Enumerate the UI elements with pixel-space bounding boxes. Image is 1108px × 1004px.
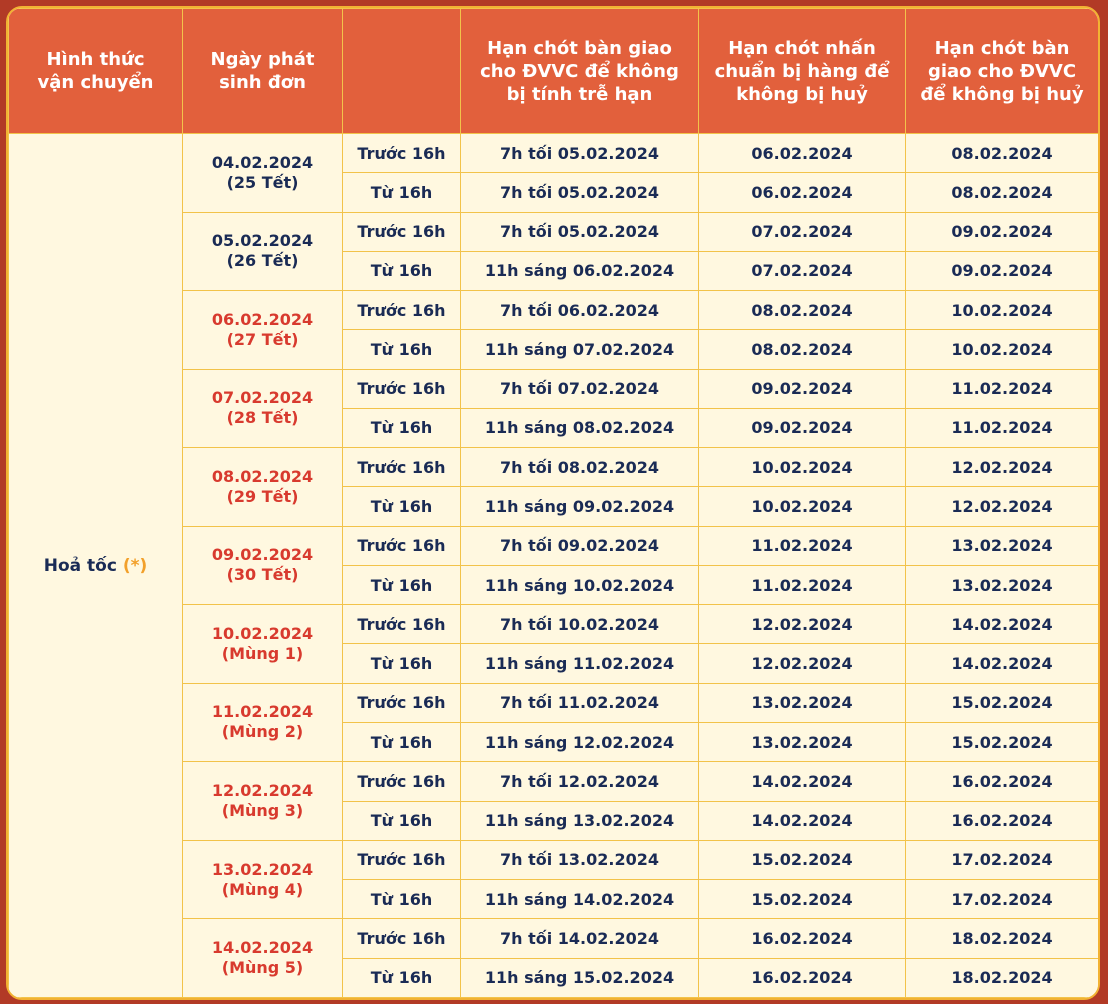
- order-date-cell: [183, 212, 343, 291]
- handover-cancel-deadline-cell: 08.02.2024: [906, 173, 1099, 212]
- prepare-deadline-cell: 09.02.2024: [699, 408, 906, 447]
- handover-late-deadline-cell: 11h sáng 10.02.2024: [461, 565, 699, 604]
- prepare-deadline-cell: 08.02.2024: [699, 291, 906, 330]
- handover-cancel-deadline-cell: 11.02.2024: [906, 369, 1099, 408]
- header-order-date: Ngày phát sinh đơn: [183, 9, 343, 134]
- prepare-deadline-cell: 06.02.2024: [699, 134, 906, 173]
- order-date: 05.02.2024: [211, 231, 314, 251]
- order-date: 04.02.2024: [211, 152, 314, 172]
- prepare-deadline-cell: 11.02.2024: [699, 565, 906, 604]
- prepare-deadline-cell: 08.02.2024: [699, 330, 906, 369]
- handover-late-deadline-cell: 7h tối 10.02.2024: [461, 605, 699, 644]
- prepare-deadline-cell: 07.02.2024: [699, 251, 906, 290]
- time-slot-cell: Từ 16h: [343, 330, 461, 369]
- handover-late-deadline-cell: 7h tối 05.02.2024: [461, 212, 699, 251]
- shipping-method-note-marker: (*): [122, 555, 148, 576]
- time-slot-cell: Từ 16h: [343, 173, 461, 212]
- order-date-lunar-note: (26 Tết): [226, 251, 299, 271]
- header-handover-late-deadline: Hạn chót bàn giao cho ĐVVC để không bị tính trễ hạn: [461, 9, 699, 134]
- handover-cancel-deadline-cell: 17.02.2024: [906, 880, 1099, 919]
- handover-cancel-deadline-cell: 17.02.2024: [906, 840, 1099, 879]
- order-date-lunar-note: (Mùng 3): [221, 801, 304, 821]
- table-row: [9, 134, 1099, 173]
- order-date-cell: [183, 683, 343, 762]
- order-date-cell: [183, 840, 343, 919]
- order-date: 11.02.2024: [211, 702, 314, 722]
- prepare-deadline-cell: 13.02.2024: [699, 722, 906, 761]
- order-date-lunar-note: (Mùng 1): [221, 643, 304, 663]
- order-date-lunar-note: (Mùng 2): [221, 722, 304, 742]
- prepare-deadline-cell: 13.02.2024: [699, 683, 906, 722]
- header-shipping-method: Hình thức vận chuyển: [9, 9, 183, 134]
- time-slot-cell: Trước 16h: [343, 605, 461, 644]
- time-slot-cell: Từ 16h: [343, 958, 461, 997]
- prepare-deadline-cell: 07.02.2024: [699, 212, 906, 251]
- shipping-method-label: Hoả tốc: [43, 555, 117, 576]
- order-date: 14.02.2024: [211, 938, 314, 958]
- order-date-lunar-note: (30 Tết): [226, 565, 299, 585]
- time-slot-cell: Từ 16h: [343, 487, 461, 526]
- header-handover-cancel-deadline: Hạn chót bàn giao cho ĐVVC để không bị huỷ: [906, 9, 1099, 134]
- time-slot-cell: Từ 16h: [343, 408, 461, 447]
- time-slot-cell: Từ 16h: [343, 565, 461, 604]
- handover-cancel-deadline-cell: 13.02.2024: [906, 565, 1099, 604]
- handover-cancel-deadline-cell: 16.02.2024: [906, 801, 1099, 840]
- prepare-deadline-cell: 11.02.2024: [699, 526, 906, 565]
- time-slot-cell: Trước 16h: [343, 291, 461, 330]
- order-date-cell: [183, 605, 343, 684]
- prepare-deadline-cell: 14.02.2024: [699, 762, 906, 801]
- handover-cancel-deadline-cell: 16.02.2024: [906, 762, 1099, 801]
- handover-late-deadline-cell: 7h tối 06.02.2024: [461, 291, 699, 330]
- time-slot-cell: Từ 16h: [343, 880, 461, 919]
- handover-cancel-deadline-cell: 09.02.2024: [906, 251, 1099, 290]
- time-slot-cell: Trước 16h: [343, 919, 461, 958]
- order-date-cell: [183, 369, 343, 448]
- time-slot-cell: Trước 16h: [343, 134, 461, 173]
- handover-late-deadline-cell: 7h tối 13.02.2024: [461, 840, 699, 879]
- handover-cancel-deadline-cell: 11.02.2024: [906, 408, 1099, 447]
- handover-late-deadline-cell: 7h tối 11.02.2024: [461, 683, 699, 722]
- order-date-cell: [183, 762, 343, 841]
- prepare-deadline-cell: 12.02.2024: [699, 605, 906, 644]
- order-date-lunar-note: (27 Tết): [226, 329, 299, 349]
- handover-cancel-deadline-cell: 10.02.2024: [906, 330, 1099, 369]
- time-slot-cell: Trước 16h: [343, 212, 461, 251]
- order-date-lunar-note: (Mùng 5): [221, 958, 304, 978]
- handover-late-deadline-cell: 7h tối 12.02.2024: [461, 762, 699, 801]
- handover-cancel-deadline-cell: 08.02.2024: [906, 134, 1099, 173]
- table-body: [9, 134, 1099, 998]
- prepare-deadline-cell: 10.02.2024: [699, 448, 906, 487]
- order-date-lunar-note: (28 Tết): [226, 408, 299, 428]
- handover-cancel-deadline-cell: 12.02.2024: [906, 448, 1099, 487]
- table-header-row: [9, 9, 1099, 134]
- handover-cancel-deadline-cell: 18.02.2024: [906, 958, 1099, 997]
- time-slot-cell: Trước 16h: [343, 369, 461, 408]
- handover-late-deadline-cell: 7h tối 08.02.2024: [461, 448, 699, 487]
- handover-cancel-deadline-cell: 14.02.2024: [906, 644, 1099, 683]
- handover-cancel-deadline-cell: 09.02.2024: [906, 212, 1099, 251]
- handover-late-deadline-cell: 11h sáng 06.02.2024: [461, 251, 699, 290]
- handover-late-deadline-cell: 11h sáng 07.02.2024: [461, 330, 699, 369]
- order-date-cell: [183, 448, 343, 527]
- handover-late-deadline-cell: 11h sáng 14.02.2024: [461, 880, 699, 919]
- handover-cancel-deadline-cell: 10.02.2024: [906, 291, 1099, 330]
- order-date-cell: [183, 134, 343, 213]
- time-slot-cell: Trước 16h: [343, 762, 461, 801]
- order-date-cell: [183, 919, 343, 998]
- order-date: 07.02.2024: [211, 388, 314, 408]
- time-slot-cell: Trước 16h: [343, 448, 461, 487]
- handover-late-deadline-cell: 11h sáng 15.02.2024: [461, 958, 699, 997]
- time-slot-cell: Từ 16h: [343, 722, 461, 761]
- handover-late-deadline-cell: 11h sáng 08.02.2024: [461, 408, 699, 447]
- header-prepare-deadline: Hạn chót nhấn chuẩn bị hàng để không bị huỷ: [699, 9, 906, 134]
- order-date: 09.02.2024: [211, 545, 314, 565]
- time-slot-cell: Từ 16h: [343, 644, 461, 683]
- prepare-deadline-cell: 15.02.2024: [699, 840, 906, 879]
- shipping-method-cell: [9, 134, 183, 998]
- shipping-deadline-table: [8, 8, 1099, 998]
- order-date-cell: [183, 526, 343, 605]
- handover-cancel-deadline-cell: 18.02.2024: [906, 919, 1099, 958]
- prepare-deadline-cell: 10.02.2024: [699, 487, 906, 526]
- shipping-deadline-table-frame: [6, 6, 1100, 1000]
- handover-late-deadline-cell: 11h sáng 09.02.2024: [461, 487, 699, 526]
- prepare-deadline-cell: 16.02.2024: [699, 958, 906, 997]
- handover-late-deadline-cell: 11h sáng 13.02.2024: [461, 801, 699, 840]
- prepare-deadline-cell: 15.02.2024: [699, 880, 906, 919]
- prepare-deadline-cell: 14.02.2024: [699, 801, 906, 840]
- order-date: 08.02.2024: [211, 466, 314, 486]
- time-slot-cell: Trước 16h: [343, 683, 461, 722]
- handover-late-deadline-cell: 11h sáng 11.02.2024: [461, 644, 699, 683]
- handover-cancel-deadline-cell: 15.02.2024: [906, 722, 1099, 761]
- handover-late-deadline-cell: 7h tối 09.02.2024: [461, 526, 699, 565]
- time-slot-cell: Từ 16h: [343, 801, 461, 840]
- order-date-lunar-note: (29 Tết): [226, 486, 299, 506]
- time-slot-cell: Trước 16h: [343, 526, 461, 565]
- handover-late-deadline-cell: 7h tối 05.02.2024: [461, 134, 699, 173]
- order-date: 06.02.2024: [211, 309, 314, 329]
- prepare-deadline-cell: 16.02.2024: [699, 919, 906, 958]
- handover-cancel-deadline-cell: 12.02.2024: [906, 487, 1099, 526]
- time-slot-cell: Từ 16h: [343, 251, 461, 290]
- prepare-deadline-cell: 06.02.2024: [699, 173, 906, 212]
- handover-late-deadline-cell: 7h tối 14.02.2024: [461, 919, 699, 958]
- order-date: 13.02.2024: [211, 859, 314, 879]
- prepare-deadline-cell: 09.02.2024: [699, 369, 906, 408]
- order-date: 10.02.2024: [211, 623, 314, 643]
- order-date-lunar-note: (Mùng 4): [221, 879, 304, 899]
- handover-cancel-deadline-cell: 14.02.2024: [906, 605, 1099, 644]
- time-slot-cell: Trước 16h: [343, 840, 461, 879]
- handover-cancel-deadline-cell: 13.02.2024: [906, 526, 1099, 565]
- header-time-slot: [343, 9, 461, 134]
- prepare-deadline-cell: 12.02.2024: [699, 644, 906, 683]
- handover-late-deadline-cell: 7h tối 07.02.2024: [461, 369, 699, 408]
- handover-cancel-deadline-cell: 15.02.2024: [906, 683, 1099, 722]
- order-date: 12.02.2024: [211, 781, 314, 801]
- order-date-cell: [183, 291, 343, 370]
- order-date-lunar-note: (25 Tết): [226, 172, 299, 192]
- handover-late-deadline-cell: 7h tối 05.02.2024: [461, 173, 699, 212]
- handover-late-deadline-cell: 11h sáng 12.02.2024: [461, 722, 699, 761]
